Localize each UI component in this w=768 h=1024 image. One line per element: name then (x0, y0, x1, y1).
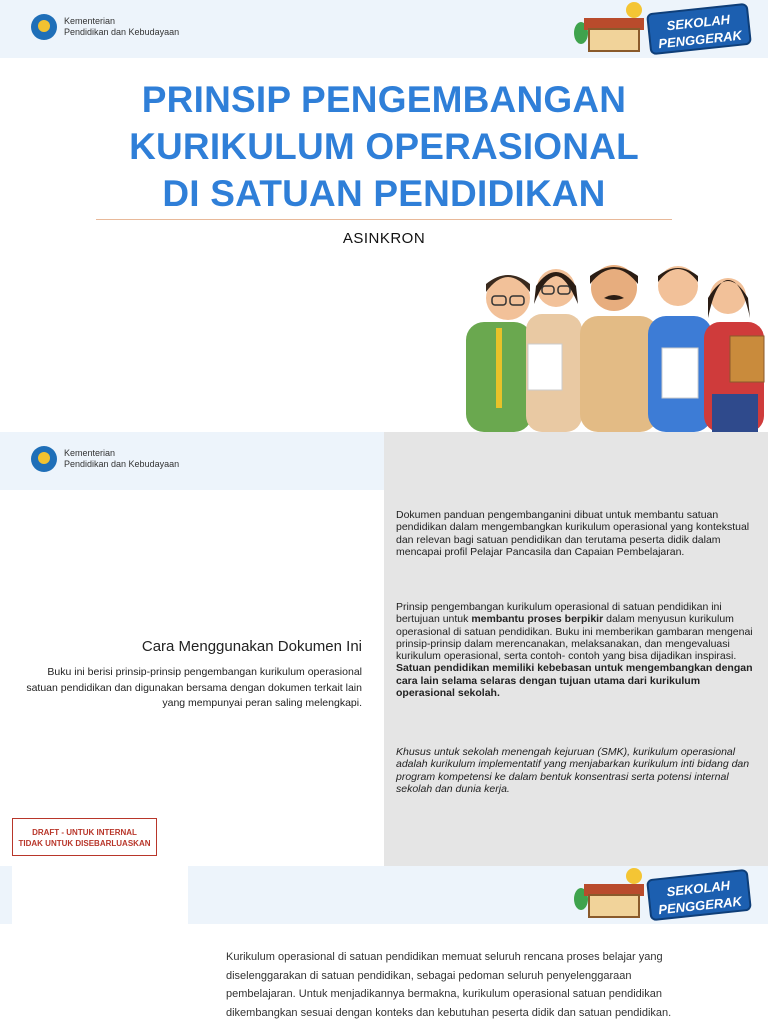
paragraph-principles (396, 601, 756, 699)
title-line-2: KURIKULUM OPERASIONAL (129, 126, 639, 167)
subtitle: ASINKRON (342, 230, 426, 247)
p2-highlight-1: membantu proses berpikir (471, 613, 604, 626)
badge-label-2 (646, 869, 752, 921)
title-divider (96, 219, 672, 220)
ministry-line-1: Kementerian (64, 448, 116, 458)
intro-slide (0, 432, 768, 866)
p2-text-a: Prinsip pengembangan kurikulum operasional di satuan pendidikan ini bertujuan untuk (396, 601, 722, 626)
paragraph-smk: Khusus untuk sekolah menengah kejuruan (SMK), kurikulum operasional adalah kurikulum implementatif yang menjabarkan kurikulum inti bidang dan program kompetensi ke dalam bentuk konsentrasi serta potensi internal sekolah dan dunia kerja. (396, 746, 750, 795)
sun-icon (626, 2, 642, 18)
badge-label (646, 3, 752, 55)
title-line-1: PRINSIP PENGEMBANGAN (141, 79, 627, 120)
badge-line-1: SEKOLAH (665, 877, 731, 900)
header-bar (0, 0, 768, 58)
p2-highlight-2: Satuan pendidikan memiliki kebebasan untuk mengembangkan dengan cara lain selama selaras dengan tujuan utama dari kurikulum operasional sekolah (396, 662, 753, 700)
header-bar-2 (0, 432, 384, 490)
ministry-line-2: Pendidikan dan Kebudayaan (64, 27, 180, 37)
sun-icon (626, 868, 642, 884)
draft-line-1: DRAFT - UNTUK INTERNAL (32, 828, 137, 837)
sekolah-penggerak-badge-2 (572, 866, 768, 924)
title-line-3: DI SATUAN PENDIDIKAN (162, 173, 606, 214)
ministry-line-1: Kementerian (64, 16, 116, 26)
tut-wuri-handayani-icon (31, 446, 57, 472)
draft-stamp (12, 818, 157, 856)
paragraph-purpose: Dokumen panduan pengembanganini dibuat untuk membantu satuan pendidikan dalam mengembangkan kurikulum operasional yang kontekstual dan relevan bagi satuan pendidikan dan terutama peserta didik dalam mencapai profil Pelajar Pancasila dan Capaian Pembelajaran. (396, 509, 750, 558)
ministry-logo (31, 14, 179, 40)
p2-period: . (496, 687, 500, 700)
school-building-icon (588, 28, 640, 52)
ministry-name (64, 16, 179, 38)
content-body: Kurikulum operasional di satuan pendidikan memuat seluruh rencana proses belajar yang diselenggarakan di satuan pendidikan, sebagai pedoman seluruh penyelenggaraan pembelajaran. Untuk menjadikannya bermakna, kurikulum operasional satuan pendidikan dikembangkan sesuai dengan konteks dan kebutuhan peserta didik dan satuan pendidikan. (226, 951, 672, 1019)
ministry-line-2: Pendidikan dan Kebudayaan (64, 459, 180, 469)
badge-line-2: PENGGERAK (657, 27, 743, 52)
description-panel (384, 432, 768, 866)
p2-text-c: dalam menyusun kurikulum operasional di satuan pendidikan. Buku ini memberikan gambaran mengenai prinsip-prinsip dalam merencanakan, melaksanakan, dan mengevaluasi kurikulum operasional, serta contoh- contoh yang bisa dijadikan inspirasi. (396, 613, 753, 663)
badge-line-1: SEKOLAH (665, 11, 731, 34)
how-to-use-body: Buku ini berisi prinsip-prinsip pengembangan kurikulum operasional satuan pendidikan dan digunakan bersama dengan dokumen terkait lain yang mempunyai peran saling melengkapi. (26, 666, 362, 709)
badge-line-2: PENGGERAK (657, 893, 743, 918)
tut-wuri-handayani-icon (31, 14, 57, 40)
ministry-logo-2 (31, 446, 179, 472)
document-title (60, 76, 708, 217)
draft-line-2: TIDAK UNTUK DISEBARLUASKAN (18, 839, 151, 848)
content-slide (0, 866, 768, 1024)
school-building-icon (588, 894, 640, 918)
cover-slide (0, 0, 768, 432)
ministry-name-2 (64, 448, 179, 470)
how-to-use-heading: Cara Menggunakan Dokumen Ini (141, 638, 362, 655)
sekolah-penggerak-badge (572, 0, 768, 58)
teachers-illustration (462, 258, 768, 432)
left-margin-panel (12, 866, 188, 1024)
